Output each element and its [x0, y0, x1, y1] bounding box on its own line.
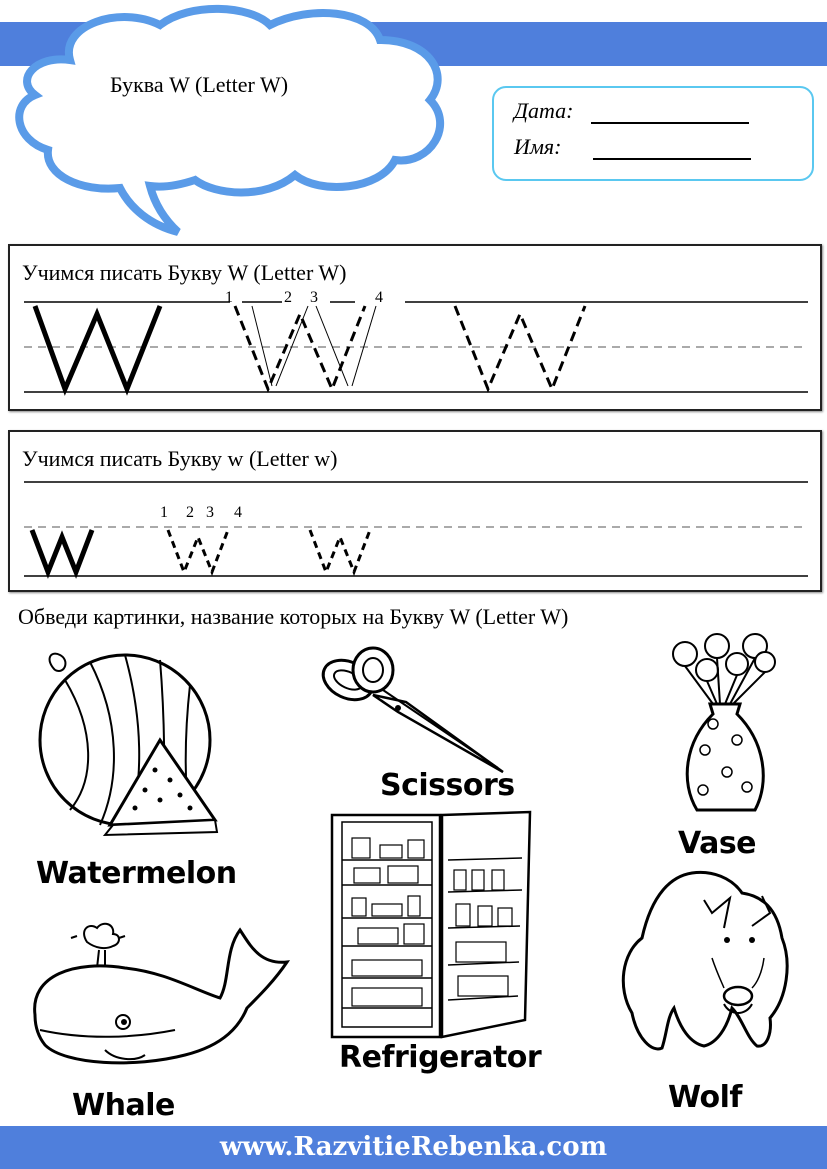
whale-label: Whale: [72, 1088, 175, 1123]
uppercase-writing-lines: [10, 246, 820, 409]
whale-icon[interactable]: [25, 920, 295, 1070]
date-name-box: [492, 86, 814, 181]
uppercase-stroke-number-3: 3: [310, 289, 318, 306]
uppercase-stroke-number-4: 4: [375, 289, 383, 306]
scissors-label: Scissors: [380, 768, 515, 803]
name-row: [514, 134, 751, 160]
cloud-bubble: [0, 0, 460, 240]
watermelon-label: Watermelon: [36, 856, 237, 891]
vase-icon[interactable]: [665, 632, 785, 822]
refrigerator-icon[interactable]: [330, 810, 535, 1042]
refrigerator-label: Refrigerator: [339, 1040, 542, 1075]
watermelon-icon[interactable]: [25, 640, 225, 850]
lowercase-stroke-number-4: 4: [234, 504, 242, 521]
lowercase-stroke-number-3: 3: [206, 504, 214, 521]
uppercase-stroke-number-2: 2: [284, 289, 292, 306]
wolf-icon[interactable]: [612, 868, 797, 1063]
lowercase-stroke-number-1: 1: [160, 504, 168, 521]
date-line[interactable]: [591, 122, 749, 124]
date-row: [514, 98, 749, 124]
vase-label: Vase: [678, 826, 757, 861]
instruction-text: Обведи картинки, название которых на Букву W (Letter W): [18, 604, 569, 629]
name-label: Имя:: [514, 134, 562, 159]
uppercase-practice-panel: [8, 244, 822, 411]
uppercase-stroke-number-1: 1: [225, 289, 233, 306]
date-label: Дата:: [514, 98, 574, 123]
lowercase-practice-panel: [8, 430, 822, 592]
page-title: Буква W (Letter W): [110, 72, 289, 97]
uppercase-title: Учимся писать Букву W (Letter W): [22, 260, 347, 285]
footer-banner: [0, 1126, 827, 1169]
lowercase-title: Учимся писать Букву w (Letter w): [22, 446, 338, 471]
footer-url[interactable]: www.RazvitieRebenka.com: [219, 1132, 608, 1162]
name-line[interactable]: [593, 158, 751, 160]
scissors-icon[interactable]: [318, 640, 508, 775]
wolf-label: Wolf: [668, 1080, 742, 1115]
lowercase-stroke-number-2: 2: [186, 504, 194, 521]
lowercase-writing-lines: [10, 432, 820, 590]
